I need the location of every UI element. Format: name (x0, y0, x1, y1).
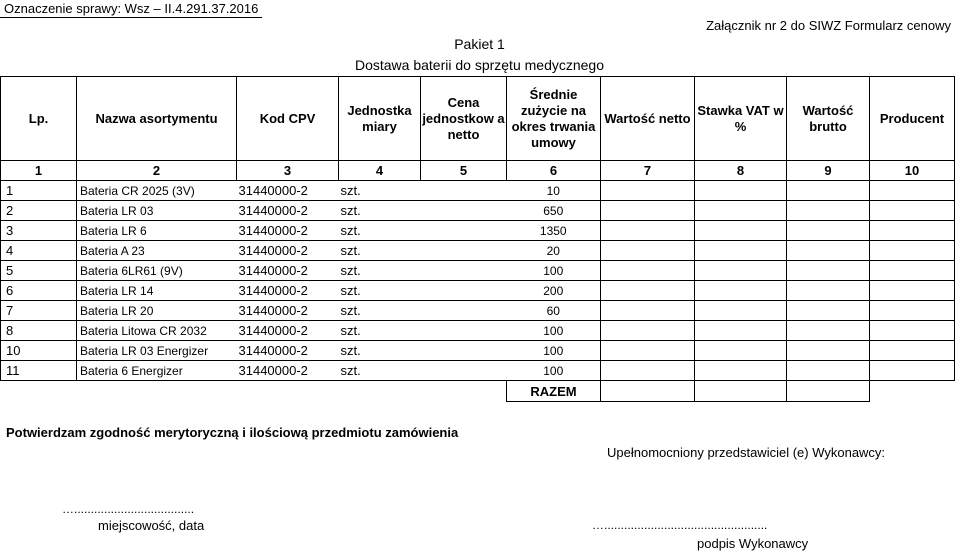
row-producer-cell[interactable] (870, 221, 955, 241)
row-unit-price-cell[interactable] (421, 261, 507, 281)
row-cpv-code: 31440000-2 (237, 261, 339, 281)
column-number: 7 (601, 161, 695, 181)
row-unit-price-cell[interactable] (421, 281, 507, 301)
row-net-value-cell[interactable] (601, 361, 695, 381)
row-lp: 5 (1, 261, 77, 281)
row-quantity: 60 (507, 301, 601, 321)
case-reference: Oznaczenie sprawy: Wsz – II.4.291.37.2016 (4, 1, 259, 16)
row-producer-cell[interactable] (870, 181, 955, 201)
row-item-name: Bateria Litowa CR 2032 (77, 321, 237, 341)
row-producer-cell[interactable] (870, 201, 955, 221)
row-cpv-code: 31440000-2 (237, 281, 339, 301)
row-net-value-cell[interactable] (601, 341, 695, 361)
row-unit: szt. (339, 201, 421, 221)
table-row (1, 181, 955, 201)
row-vat-cell[interactable] (695, 361, 787, 381)
row-quantity: 10 (507, 181, 601, 201)
row-net-value-cell[interactable] (601, 261, 695, 281)
row-quantity: 200 (507, 281, 601, 301)
table-row (1, 201, 955, 221)
total-net-cell[interactable] (601, 381, 695, 402)
row-gross-value-cell[interactable] (787, 241, 870, 261)
column-number: 2 (77, 161, 237, 181)
row-unit: szt. (339, 241, 421, 261)
row-vat-cell[interactable] (695, 281, 787, 301)
header-unit: Jednostka miary (339, 77, 421, 161)
row-item-name: Bateria LR 20 (77, 301, 237, 321)
row-lp: 4 (1, 241, 77, 261)
package-title: Dostawa baterii do sprzętu medycznego (354, 57, 605, 73)
column-number: 8 (695, 161, 787, 181)
header-cpv: Kod CPV (237, 77, 339, 161)
row-gross-value-cell[interactable] (787, 261, 870, 281)
row-cpv-code: 31440000-2 (237, 361, 339, 381)
row-unit-price-cell[interactable] (421, 321, 507, 341)
table-row (1, 361, 955, 381)
row-producer-cell[interactable] (870, 341, 955, 361)
column-number: 6 (507, 161, 601, 181)
row-lp: 7 (1, 301, 77, 321)
row-net-value-cell[interactable] (601, 201, 695, 221)
row-quantity: 100 (507, 341, 601, 361)
row-producer-cell[interactable] (870, 281, 955, 301)
row-vat-cell[interactable] (695, 221, 787, 241)
row-unit: szt. (339, 341, 421, 361)
row-vat-cell[interactable] (695, 201, 787, 221)
row-gross-value-cell[interactable] (787, 181, 870, 201)
header-row (1, 77, 955, 161)
row-item-name: Bateria LR 14 (77, 281, 237, 301)
row-lp: 3 (1, 221, 77, 241)
total-row (1, 381, 955, 402)
column-number: 3 (237, 161, 339, 181)
row-cpv-code: 31440000-2 (237, 201, 339, 221)
place-date-line: ….................................... (62, 502, 195, 516)
row-quantity: 100 (507, 361, 601, 381)
row-net-value-cell[interactable] (601, 241, 695, 261)
row-net-value-cell[interactable] (601, 281, 695, 301)
row-cpv-code: 31440000-2 (237, 301, 339, 321)
confirmation-text: Potwierdzam zgodność merytoryczną i ilościową przedmiotu zamówienia (6, 425, 459, 440)
row-net-value-cell[interactable] (601, 181, 695, 201)
row-unit-price-cell[interactable] (421, 181, 507, 201)
column-number: 10 (870, 161, 955, 181)
row-cpv-code: 31440000-2 (237, 221, 339, 241)
row-lp: 6 (1, 281, 77, 301)
row-item-name: Bateria LR 03 Energizer (77, 341, 237, 361)
row-producer-cell[interactable] (870, 261, 955, 281)
row-cpv-code: 31440000-2 (237, 341, 339, 361)
row-producer-cell[interactable] (870, 361, 955, 381)
row-unit: szt. (339, 301, 421, 321)
column-number-row (1, 161, 955, 181)
row-unit: szt. (339, 181, 421, 201)
header-net-value: Wartość netto (601, 77, 695, 161)
row-unit: szt. (339, 221, 421, 241)
row-gross-value-cell[interactable] (787, 361, 870, 381)
row-net-value-cell[interactable] (601, 321, 695, 341)
row-cpv-code: 31440000-2 (237, 321, 339, 341)
table-row (1, 241, 955, 261)
row-vat-cell[interactable] (695, 301, 787, 321)
attachment-label: Załącznik nr 2 do SIWZ Formularz cenowy (706, 18, 951, 33)
row-unit-price-cell[interactable] (421, 301, 507, 321)
row-cpv-code: 31440000-2 (237, 241, 339, 261)
row-lp: 8 (1, 321, 77, 341)
header-producer: Producent (870, 77, 955, 161)
row-unit-price-cell[interactable] (421, 221, 507, 241)
column-number: 1 (1, 161, 77, 181)
row-vat-cell[interactable] (695, 241, 787, 261)
row-gross-value-cell[interactable] (787, 201, 870, 221)
row-item-name: Bateria 6LR61 (9V) (77, 261, 237, 281)
row-gross-value-cell[interactable] (787, 341, 870, 361)
row-unit: szt. (339, 361, 421, 381)
column-number: 9 (787, 161, 870, 181)
place-date-label: miejscowość, data (98, 518, 205, 533)
row-unit: szt. (339, 261, 421, 281)
row-item-name: Bateria CR 2025 (3V) (77, 181, 237, 201)
row-net-value-cell[interactable] (601, 221, 695, 241)
row-item-name: Bateria LR 03 (77, 201, 237, 221)
signature-label: podpis Wykonawcy (697, 536, 809, 551)
row-quantity: 100 (507, 321, 601, 341)
row-producer-cell[interactable] (870, 241, 955, 261)
row-gross-value-cell[interactable] (787, 321, 870, 341)
row-quantity: 20 (507, 241, 601, 261)
row-gross-value-cell[interactable] (787, 281, 870, 301)
row-gross-value-cell[interactable] (787, 301, 870, 321)
price-form-table (0, 76, 955, 402)
row-vat-cell[interactable] (695, 261, 787, 281)
signature-line: …................................................. (592, 518, 768, 532)
row-unit-price-cell[interactable] (421, 341, 507, 361)
row-vat-cell[interactable] (695, 341, 787, 361)
row-item-name: Bateria 6 Energizer (77, 361, 237, 381)
header-name: Nazwa asortymentu (77, 77, 237, 161)
table-row (1, 261, 955, 281)
header-lp: Lp. (1, 77, 77, 161)
row-unit-price-cell[interactable] (421, 361, 507, 381)
header-usage: Średnie zużycie na okres trwania umowy (507, 77, 601, 161)
row-gross-value-cell[interactable] (787, 221, 870, 241)
row-quantity: 1350 (507, 221, 601, 241)
row-vat-cell[interactable] (695, 181, 787, 201)
row-unit-price-cell[interactable] (421, 241, 507, 261)
table-row (1, 301, 955, 321)
header-unit-price: Cena jednostkow a netto (421, 77, 507, 161)
total-gross-cell[interactable] (787, 381, 870, 402)
case-underline (0, 17, 262, 18)
row-lp: 1 (1, 181, 77, 201)
total-label: RAZEM (507, 381, 601, 402)
table-row (1, 341, 955, 361)
row-unit-price-cell[interactable] (421, 201, 507, 221)
package-label: Pakiet 1 (454, 36, 505, 52)
row-lp: 2 (1, 201, 77, 221)
row-unit: szt. (339, 321, 421, 341)
row-vat-cell[interactable] (695, 321, 787, 341)
row-lp: 10 (1, 341, 77, 361)
row-lp: 11 (1, 361, 77, 381)
row-quantity: 100 (507, 261, 601, 281)
row-producer-cell[interactable] (870, 321, 955, 341)
row-net-value-cell[interactable] (601, 301, 695, 321)
row-unit: szt. (339, 281, 421, 301)
table-row (1, 221, 955, 241)
header-gross-value: Wartość brutto (787, 77, 870, 161)
table-row (1, 281, 955, 301)
row-quantity: 650 (507, 201, 601, 221)
row-item-name: Bateria A 23 (77, 241, 237, 261)
row-item-name: Bateria LR 6 (77, 221, 237, 241)
total-vat-cell[interactable] (695, 381, 787, 402)
authorized-representative-label: Upełnomocniony przedstawiciel (e) Wykonawcy: (607, 445, 886, 460)
header-vat-rate: Stawka VAT w % (695, 77, 787, 161)
column-number: 5 (421, 161, 507, 181)
row-producer-cell[interactable] (870, 301, 955, 321)
table-row (1, 321, 955, 341)
row-cpv-code: 31440000-2 (237, 181, 339, 201)
column-number: 4 (339, 161, 421, 181)
